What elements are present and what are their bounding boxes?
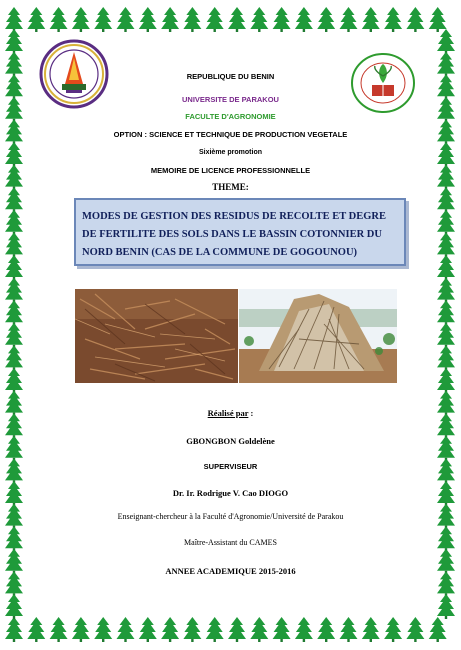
tree-ornament-icon <box>437 232 455 257</box>
tree-ornament-icon <box>50 7 68 32</box>
supervisor-label: SUPERVISEUR <box>203 462 258 471</box>
academic-year: ANNEE ACADEMIQUE 2015-2016 <box>165 566 296 576</box>
tree-ornament-icon <box>206 617 224 642</box>
tree-ornament-icon <box>406 7 424 32</box>
tree-ornament-icon <box>384 7 402 32</box>
tree-ornament-icon <box>437 323 455 348</box>
tree-ornament-icon <box>437 255 455 280</box>
tree-ornament-icon <box>295 617 313 642</box>
tree-ornament-icon <box>5 323 23 348</box>
tree-ornament-icon <box>50 617 68 642</box>
tree-ornament-icon <box>437 29 455 54</box>
tree-ornament-icon <box>27 617 45 642</box>
supervisor-name: Dr. Ir. Rodrigue V. Cao DIOGO <box>172 488 289 498</box>
tree-ornament-icon <box>437 278 455 303</box>
tree-ornament-icon <box>206 7 224 32</box>
tree-ornament-icon <box>5 232 23 257</box>
tree-ornament-icon <box>5 210 23 235</box>
tree-ornament-icon <box>384 617 402 642</box>
tree-ornament-icon <box>161 7 179 32</box>
tree-ornament-icon <box>437 210 455 235</box>
tree-ornament-icon <box>295 7 313 32</box>
memoire-line: MEMOIRE DE LICENCE PROFESSIONNELLE <box>150 166 311 175</box>
republic-label: REPUBLIQUE DU BENIN <box>186 72 275 81</box>
theme-label: THEME: <box>212 182 249 192</box>
tree-ornament-icon <box>228 617 246 642</box>
tree-ornament-icon <box>437 300 455 325</box>
tree-ornament-icon <box>5 255 23 280</box>
tree-ornament-icon <box>72 617 90 642</box>
tree-ornament-icon <box>437 594 455 619</box>
tree-ornament-icon <box>429 7 447 32</box>
tree-ornament-icon <box>117 617 135 642</box>
tree-ornament-icon <box>406 617 424 642</box>
promotion-line: Sixième promotion <box>198 149 262 156</box>
tree-ornament-icon <box>5 278 23 303</box>
thesis-title: MODES DE GESTION DES RESIDUS DE RECOLTE ET DEGRE DE FERTILITE DES SOLS DANS LE BASSIN COTONNIER DU NORD BENIN (CAS DE LA COMMUNE DE GOGOUNOU) <box>82 211 387 258</box>
tree-ornament-icon <box>250 7 268 32</box>
tree-ornament-icon <box>5 7 23 32</box>
tree-ornament-icon <box>139 617 157 642</box>
tree-ornament-icon <box>362 7 380 32</box>
tree-ornament-icon <box>72 7 90 32</box>
tree-ornament-icon <box>228 7 246 32</box>
tree-ornament-icon <box>437 345 455 370</box>
tree-ornament-icon <box>161 617 179 642</box>
tree-ornament-icon <box>117 7 135 32</box>
tree-ornament-icon <box>273 7 291 32</box>
tree-ornament-icon <box>5 594 23 619</box>
tree-ornament-icon <box>273 617 291 642</box>
option-line: OPTION : SCIENCE ET TECHNIQUE DE PRODUCTION VEGETALE <box>113 130 348 139</box>
tree-ornament-icon <box>5 29 23 54</box>
tree-ornament-icon <box>94 617 112 642</box>
thesis-title-box <box>74 198 406 266</box>
tree-ornament-icon <box>5 617 23 642</box>
tree-ornament-icon <box>317 617 335 642</box>
supervisor-role: Enseignant-chercheur à la Faculté d'Agronomie/Université de Parakou <box>117 512 344 521</box>
tree-ornament-icon <box>429 617 447 642</box>
tree-ornament-icon <box>183 617 201 642</box>
author-label-text: Réalisé par <box>207 408 249 418</box>
tree-ornament-icon <box>183 7 201 32</box>
tree-ornament-icon <box>139 7 157 32</box>
tree-ornament-icon <box>340 7 358 32</box>
author-label-colon: : <box>248 408 254 418</box>
author-label <box>0 408 461 418</box>
tree-ornament-icon <box>27 7 45 32</box>
tree-ornament-icon <box>437 368 455 393</box>
tree-ornament-icon <box>250 617 268 642</box>
tree-ornament-icon <box>340 617 358 642</box>
tree-ornament-icon <box>94 7 112 32</box>
tree-ornament-icon <box>5 345 23 370</box>
faculty-name: FACULTE D'AGRONOMIE <box>185 112 276 121</box>
author-name: GBONGBON Goldelène <box>186 436 275 446</box>
tree-ornament-icon <box>317 7 335 32</box>
supervisor-rank: Maître-Assistant du CAMES <box>184 538 277 547</box>
crop-residue-photo <box>75 289 238 383</box>
tree-ornament-icon <box>5 368 23 393</box>
tree-ornament-icon <box>5 300 23 325</box>
cotton-stalk-pile-photo <box>239 289 397 383</box>
university-name: UNIVERSITE DE PARAKOU <box>182 95 279 104</box>
tree-ornament-icon <box>362 617 380 642</box>
faculty-seal-icon <box>350 52 416 114</box>
